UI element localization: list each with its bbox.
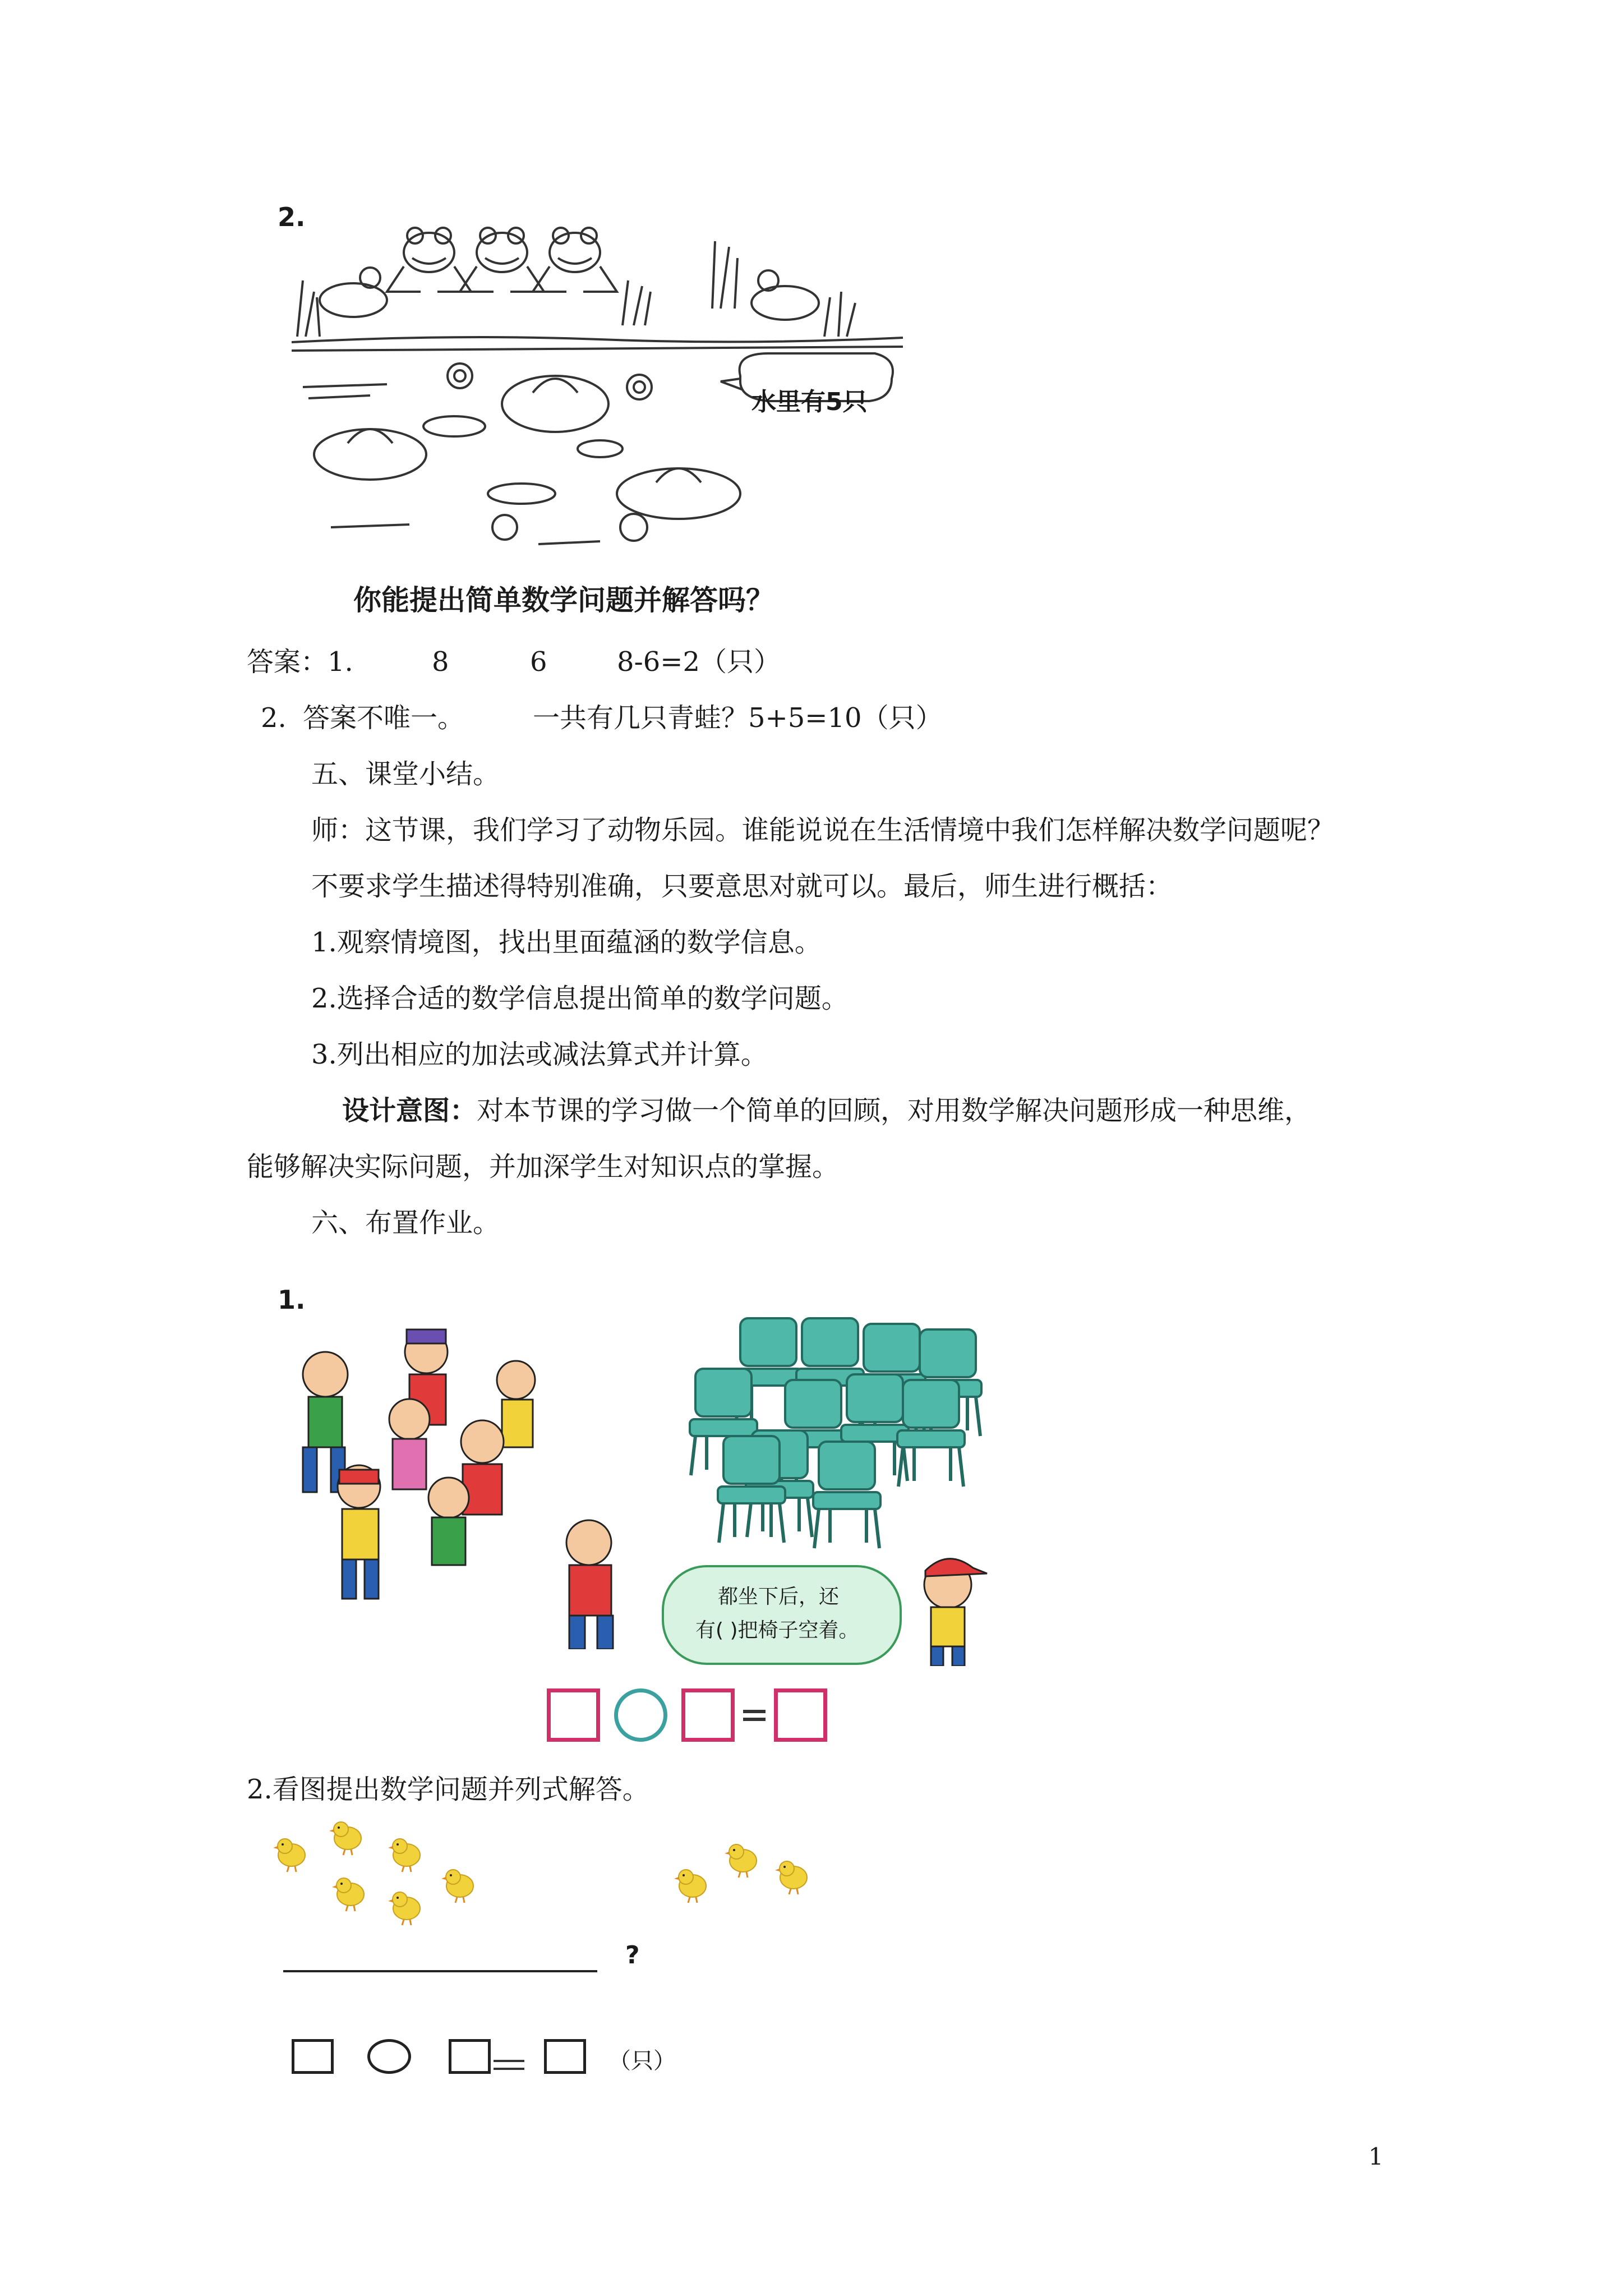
summary-item-3: 3.列出相应的加法或减法算式并计算。: [311, 1039, 768, 1070]
homework-q1-label: 1.: [278, 1285, 306, 1315]
homework-q2-text: 2.看图提出数学问题并列式解答。: [247, 1774, 649, 1805]
figure-frogs-label: 2.: [278, 202, 306, 232]
q2-answer-box-3[interactable]: [544, 2039, 586, 2074]
children-illustration: [269, 1313, 673, 1649]
q1-equals-sign: [743, 1710, 766, 1721]
summary-paragraph-2: 不要求学生描述得特别准确，只要意思对就可以。最后，师生进行概括：: [311, 871, 1173, 902]
answer-line2-number: 2.: [261, 702, 287, 734]
q2-question-mark: ?: [625, 1941, 640, 1970]
chairs-speech-line2: 有( )把椅子空着。: [695, 1619, 859, 1642]
design-intent-line2: 能够解决实际问题，并加深学生对知识点的掌握。: [247, 1151, 840, 1182]
answer-line1-prefix: 答案：1.: [247, 646, 353, 678]
chairs-speech-line1: 都坐下后，还: [718, 1585, 840, 1608]
q2-answer-box-2[interactable]: [449, 2039, 491, 2074]
q2-equals-sign: [494, 2060, 524, 2070]
summary-item-2: 2.选择合适的数学信息提出简单的数学问题。: [311, 983, 849, 1014]
summary-paragraph-1: 师：这节课，我们学习了动物乐园。谁能说说在生活情境中我们怎样解决数学问题呢？: [311, 815, 1335, 846]
q2-operator-circle[interactable]: [367, 2039, 411, 2074]
q2-question-blank-line[interactable]: [283, 1970, 597, 1972]
q2-unit-label: （只）: [608, 2048, 676, 2074]
summary-item-1: 1.观察情境图，找出里面蕴涵的数学信息。: [311, 927, 822, 958]
frog-speech-text: 水里有5只: [751, 388, 868, 416]
answer-line2-text: 答案不唯一。: [303, 702, 465, 734]
chicks-group-left: [264, 1815, 499, 1944]
q1-operator-circle[interactable]: [614, 1688, 667, 1742]
chicks-group-right: [665, 1834, 833, 1930]
q1-answer-box-1[interactable]: [547, 1688, 600, 1742]
answer-line1-c: 8-6=2（只）: [617, 646, 781, 678]
homework-heading: 六、布置作业。: [311, 1207, 500, 1239]
summary-heading: 五、课堂小结。: [311, 758, 500, 790]
boy-with-cap-illustration: [903, 1548, 993, 1666]
answer-line2-question: 一共有几只青蛙？5+5=10（只）: [533, 702, 943, 734]
q1-answer-box-3[interactable]: [774, 1688, 827, 1742]
design-intent-text-1: 对本节课的学习做一个简单的回顾，对用数学解决问题形成一种思维，: [477, 1095, 1312, 1126]
design-intent-line1: [342, 1094, 1311, 1128]
chairs-illustration: [673, 1307, 998, 1554]
q2-answer-box-1[interactable]: [292, 2039, 334, 2074]
q1-answer-box-2[interactable]: [681, 1688, 735, 1742]
answer-line1-b: 6: [530, 646, 547, 678]
page-number: 1: [1368, 2143, 1384, 2170]
design-intent-label: 设计意图：: [342, 1095, 477, 1126]
answer-line1-a: 8: [432, 646, 449, 678]
figure-frogs-question: 你能提出简单数学问题并解答吗？: [353, 584, 774, 616]
